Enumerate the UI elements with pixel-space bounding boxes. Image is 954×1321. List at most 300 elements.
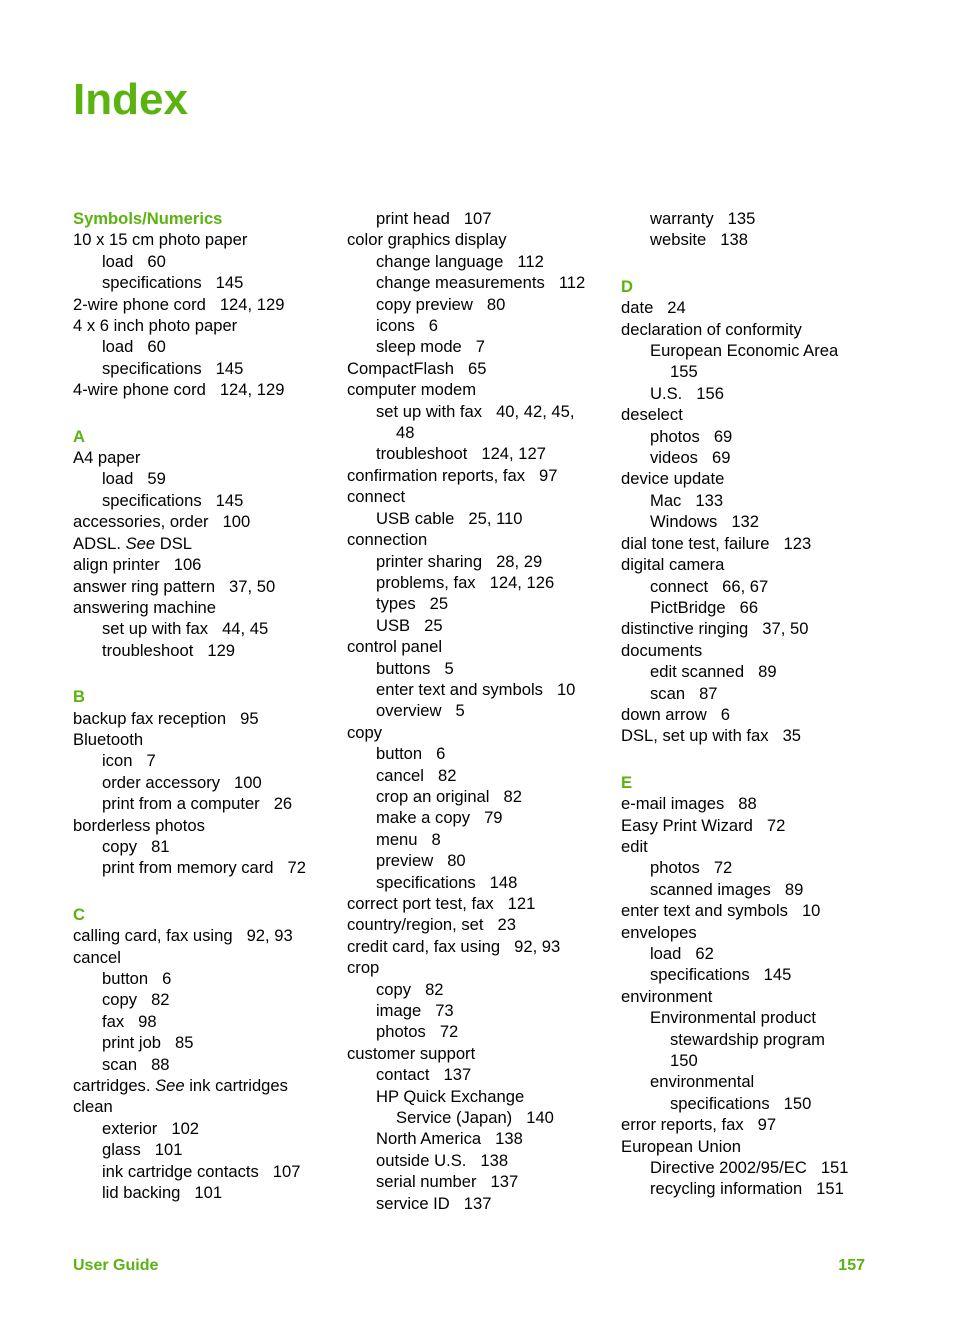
entry-page-numbers: 137: [463, 1193, 492, 1213]
index-entry: [621, 533, 886, 554]
entry-page-numbers: 35: [782, 726, 802, 746]
entry-term: enter text and symbols: [621, 901, 788, 921]
index-subentry: [621, 576, 886, 597]
index-subentry: [621, 943, 886, 964]
entry-term: icons: [376, 316, 415, 336]
entry-term: enter text and symbols: [376, 679, 543, 699]
index-subentry: [73, 1118, 338, 1139]
entry-term: outside U.S.: [376, 1150, 467, 1170]
index-subentry: [347, 593, 612, 614]
index-subentry: [347, 422, 612, 443]
entry-page-numbers: 60: [147, 251, 166, 271]
index-subentry: [73, 968, 338, 989]
entry-page-numbers: 10: [556, 679, 576, 699]
entry-term: country/region, set: [347, 915, 484, 935]
entry-page-numbers: 101: [154, 1140, 183, 1160]
entry-page-numbers: 28, 29: [496, 551, 543, 571]
entry-page-numbers: 82: [437, 765, 457, 785]
entry-term: clean: [73, 1097, 113, 1117]
entry-page-numbers: 62: [695, 944, 714, 963]
index-entry: [347, 529, 612, 550]
entry-page-numbers: 107: [463, 209, 492, 228]
entry-term: connect: [650, 576, 709, 596]
entry-term: contact: [376, 1065, 430, 1085]
entry-term: cancel: [376, 765, 424, 785]
index-entry: [621, 554, 886, 575]
index-entry: [347, 358, 612, 379]
entry-term: documents: [621, 640, 703, 660]
entry-page-numbers: 72: [439, 1022, 459, 1042]
index-subentry: [347, 336, 612, 357]
entry-term: backup fax reception: [73, 708, 227, 728]
index-section-letter: Symbols/Numerics: [73, 209, 223, 228]
entry-term: ink cartridge contacts: [102, 1161, 259, 1181]
index-entry: [73, 294, 338, 315]
entry-term: CompactFlash: [347, 358, 454, 378]
entry-term: button: [102, 969, 149, 988]
index-subentry: [347, 251, 612, 272]
entry-page-numbers: 25, 110: [468, 508, 523, 528]
index-subentry: [621, 1157, 886, 1178]
index-subentry: [347, 572, 612, 593]
entry-page-numbers: 23: [497, 915, 516, 935]
entry-term: confirmation reports, fax: [347, 465, 525, 485]
index-subentry: [347, 1000, 612, 1021]
entry-term: print from memory card: [102, 858, 274, 878]
entry-term: icon: [102, 751, 133, 771]
entry-page-numbers: 123: [783, 533, 812, 553]
index-entry: [621, 319, 886, 340]
entry-page-numbers: 150: [670, 1051, 698, 1071]
index-subentry: [347, 679, 612, 700]
index-entry: [73, 729, 338, 750]
index-entry: [347, 914, 612, 935]
entry-page-numbers: 140: [526, 1108, 554, 1128]
entry-term: Service (Japan): [396, 1108, 513, 1128]
index-entry: [347, 486, 612, 507]
entry-term: U.S.: [650, 383, 683, 403]
index-subentry: [621, 208, 886, 229]
entry-term: borderless photos: [73, 815, 205, 835]
entry-page-numbers: 145: [215, 358, 244, 378]
entry-term: cartridges.: [73, 1076, 151, 1096]
entry-page-numbers: 132: [731, 512, 760, 532]
entry-page-numbers: 37, 50: [229, 576, 276, 596]
entry-term: set up with fax: [102, 619, 209, 639]
index-subentry: [347, 1193, 612, 1214]
entry-page-numbers: 101: [194, 1183, 223, 1203]
index-entry: [347, 893, 612, 914]
entry-term: warranty: [650, 209, 714, 228]
index-column-1: [73, 208, 338, 1203]
entry-term: print from a computer: [102, 794, 260, 814]
index-subentry: [347, 1064, 612, 1085]
entry-term: photos: [376, 1022, 426, 1042]
index-subentry: [73, 640, 338, 661]
entry-term: device update: [621, 469, 725, 489]
index-subentry: [621, 1093, 886, 1114]
index-subentry: [347, 208, 612, 229]
entry-page-numbers: 150: [783, 1093, 812, 1113]
index-entry: [347, 936, 612, 957]
entry-term: copy preview: [376, 294, 473, 314]
index-subentry: [347, 979, 612, 1000]
entry-page-numbers: 26: [273, 794, 293, 814]
entry-page-numbers: 129: [207, 640, 236, 660]
index-entry: [73, 947, 338, 968]
entry-page-numbers: 156: [696, 383, 724, 403]
entry-page-numbers: 133: [695, 490, 724, 510]
index-subentry: [73, 772, 338, 793]
index-section-letter: A: [73, 426, 85, 446]
entry-page-numbers: 6: [428, 316, 438, 336]
entry-term: preview: [376, 851, 434, 871]
index-subentry: [347, 272, 612, 293]
entry-term: order accessory: [102, 772, 221, 792]
entry-term: connection: [347, 530, 428, 550]
entry-term: website: [650, 230, 707, 250]
entry-term: correct port test, fax: [347, 894, 494, 913]
entry-page-numbers: 69: [711, 448, 731, 468]
entry-page-numbers: 138: [495, 1129, 523, 1149]
entry-page-numbers: 82: [425, 979, 444, 999]
index-subentry: [347, 850, 612, 871]
entry-term: copy: [102, 990, 138, 1010]
entry-term: A4 paper: [73, 448, 141, 468]
entry-term: envelopes: [621, 922, 697, 942]
entry-page-numbers: 82: [503, 786, 522, 806]
entry-term: buttons: [376, 658, 431, 678]
index-entry: [73, 708, 338, 729]
entry-term: digital camera: [621, 555, 725, 575]
entry-page-numbers: 5: [455, 701, 465, 721]
entry-page-numbers: 7: [475, 337, 486, 357]
entry-page-numbers: 102: [171, 1118, 200, 1138]
entry-term: problems, fax: [376, 572, 476, 592]
entry-term: Mac: [650, 490, 682, 510]
entry-term: Easy Print Wizard: [621, 815, 753, 835]
entry-term: exterior: [102, 1118, 158, 1138]
index-subentry: [73, 618, 338, 639]
entry-term: types: [376, 594, 416, 614]
index-subentry: [621, 683, 886, 704]
index-entry: [73, 315, 338, 336]
entry-page-numbers: 66: [739, 597, 759, 617]
entry-term: specifications: [102, 358, 202, 378]
entry-term: sleep mode: [376, 337, 462, 357]
entry-term: edit scanned: [650, 662, 745, 682]
index-column-2: [347, 208, 612, 1214]
index-column-3: [621, 208, 886, 1200]
entry-page-numbers: 112: [517, 251, 544, 271]
entry-page-numbers: 92, 93: [514, 936, 561, 956]
entry-term: scanned images: [650, 879, 771, 899]
entry-term: 10 x 15 cm photo paper: [73, 230, 248, 250]
index-section-letter: D: [621, 276, 633, 296]
index-subentry: [621, 1029, 886, 1050]
entry-page-numbers: 151: [816, 1179, 844, 1199]
index-subentry: [347, 743, 612, 764]
index-entry: [621, 922, 886, 943]
entry-page-numbers: 138: [720, 230, 748, 250]
entry-page-numbers: 7: [146, 751, 156, 771]
entry-term: accessories, order: [73, 512, 209, 532]
entry-page-numbers: 8: [431, 829, 441, 849]
entry-page-numbers: 98: [138, 1011, 157, 1031]
page-title: Index: [73, 75, 188, 124]
entry-page-numbers: 124, 126: [489, 572, 555, 592]
index-entry: [621, 725, 886, 746]
index-subentry: [347, 401, 612, 422]
entry-term: 2-wire phone cord: [73, 294, 206, 314]
index-entry: [347, 1043, 612, 1064]
entry-term: computer modem: [347, 380, 477, 400]
entry-term: make a copy: [376, 808, 471, 828]
see-target: ink cartridges: [189, 1076, 288, 1096]
index-subentry: [73, 1032, 338, 1053]
index-entry: [73, 815, 338, 836]
entry-term: crop an original: [376, 786, 490, 806]
entry-page-numbers: 40, 42, 45,: [496, 401, 575, 421]
entry-page-numbers: 10: [801, 901, 821, 921]
index-subentry: [621, 426, 886, 447]
index-entry: [621, 297, 886, 318]
entry-term: environmental: [650, 1072, 755, 1092]
entry-term: Directive 2002/95/EC: [650, 1158, 807, 1178]
entry-term: service ID: [376, 1193, 450, 1213]
entry-page-numbers: 97: [539, 465, 558, 485]
index-entry: [621, 1114, 886, 1135]
entry-term: European Union: [621, 1136, 741, 1156]
entry-term: specifications: [102, 273, 202, 293]
entry-page-numbers: 81: [151, 836, 170, 856]
index-subentry: [621, 597, 886, 618]
index-subentry: [347, 1021, 612, 1042]
entry-page-numbers: 95: [240, 708, 259, 728]
index-entry: [73, 533, 338, 554]
index-subentry: [73, 468, 338, 489]
entry-term: crop: [347, 958, 380, 978]
entry-term: USB: [376, 615, 411, 635]
entry-term: print job: [102, 1033, 162, 1053]
entry-page-numbers: 72: [766, 815, 786, 835]
entry-page-numbers: 137: [490, 1172, 519, 1192]
entry-term: declaration of conformity: [621, 319, 802, 339]
entry-page-numbers: 60: [147, 337, 166, 357]
entry-term: recycling information: [650, 1179, 803, 1199]
entry-page-numbers: 100: [234, 772, 262, 792]
entry-term: change measurements: [376, 273, 545, 293]
index-subentry: [73, 1054, 338, 1075]
entry-page-numbers: 25: [429, 594, 449, 614]
index-entry: [621, 815, 886, 836]
entry-page-numbers: 124, 129: [219, 380, 285, 400]
entry-page-numbers: 106: [173, 555, 202, 575]
index-subentry: [347, 1086, 612, 1107]
entry-page-numbers: 6: [436, 744, 446, 764]
entry-term: deselect: [621, 405, 683, 425]
entry-term: calling card, fax using: [73, 926, 233, 946]
index-subentry: [73, 1182, 338, 1203]
index-section-letter: B: [73, 687, 85, 707]
entry-term: videos: [650, 448, 698, 468]
entry-term: load: [102, 251, 134, 271]
entry-page-numbers: 72: [287, 858, 306, 878]
entry-term: fax: [102, 1011, 125, 1031]
entry-term: button: [376, 744, 423, 764]
index-subentry: [73, 336, 338, 357]
entry-term: connect: [347, 487, 406, 507]
index-entry: [621, 404, 886, 425]
index-entry: [73, 379, 338, 400]
entry-term: scan: [650, 683, 686, 703]
entry-term: set up with fax: [376, 401, 483, 421]
index-entry: [347, 465, 612, 486]
index-subentry: [347, 1171, 612, 1192]
entry-term: copy: [102, 836, 138, 856]
index-subentry: [621, 964, 886, 985]
see-target: DSL: [159, 533, 193, 553]
index-subentry: [73, 836, 338, 857]
index-subentry: [347, 1128, 612, 1149]
entry-term: USB cable: [376, 508, 455, 528]
index-subentry: [621, 1178, 886, 1199]
entry-term: European Economic Area: [650, 341, 839, 361]
entry-term: customer support: [347, 1043, 476, 1063]
index-subentry: [347, 443, 612, 464]
index-subentry: [621, 661, 886, 682]
entry-term: 4 x 6 inch photo paper: [73, 316, 238, 336]
index-entry: [621, 986, 886, 1007]
index-subentry: [347, 294, 612, 315]
index-subentry: [347, 1150, 612, 1171]
entry-term: answer ring pattern: [73, 576, 216, 596]
entry-page-numbers: 80: [447, 851, 466, 871]
entry-term: printer sharing: [376, 551, 483, 571]
index-subentry: [73, 272, 338, 293]
index-entry: [621, 1136, 886, 1157]
index-entry: [73, 576, 338, 597]
index-subentry: [73, 857, 338, 878]
entry-page-numbers: 97: [757, 1115, 777, 1135]
entry-term: credit card, fax using: [347, 936, 501, 956]
index-subentry: [621, 1071, 886, 1092]
index-subentry: [621, 361, 886, 382]
entry-term: control panel: [347, 637, 443, 657]
index-entry: [621, 618, 886, 639]
index-subentry: [621, 229, 886, 250]
entry-term: Bluetooth: [73, 729, 144, 749]
index-entry: [347, 636, 612, 657]
entry-page-numbers: 5: [444, 658, 454, 678]
entry-page-numbers: 79: [484, 808, 503, 828]
entry-term: load: [650, 944, 682, 963]
index-entry: [347, 722, 612, 743]
entry-term: copy: [376, 979, 412, 999]
entry-page-numbers: 87: [699, 683, 718, 703]
index-entry: [621, 900, 886, 921]
index-subentry: [73, 358, 338, 379]
entry-page-numbers: 138: [480, 1150, 509, 1170]
entry-term: specifications: [102, 490, 202, 510]
entry-page-numbers: 85: [175, 1033, 194, 1053]
entry-page-numbers: 145: [215, 490, 244, 510]
entry-page-numbers: 107: [272, 1161, 301, 1181]
entry-page-numbers: 151: [820, 1158, 849, 1178]
entry-page-numbers: 37, 50: [762, 619, 809, 639]
entry-term: overview: [376, 701, 442, 721]
entry-page-numbers: 112: [558, 273, 586, 293]
index-subentry: [73, 1011, 338, 1032]
index-subentry: [73, 989, 338, 1010]
entry-page-numbers: 73: [435, 1001, 454, 1021]
index-subentry: [621, 447, 886, 468]
index-subentry: [621, 383, 886, 404]
entry-term: 4-wire phone cord: [73, 380, 206, 400]
entry-page-numbers: 145: [763, 965, 792, 985]
index-entry: [347, 379, 612, 400]
index-entry: [621, 793, 886, 814]
index-subentry: [347, 615, 612, 636]
index-subentry: [347, 872, 612, 893]
entry-page-numbers: 148: [489, 872, 518, 892]
entry-page-numbers: 88: [738, 794, 757, 814]
index-subentry: [621, 340, 886, 361]
index-subentry: [73, 1139, 338, 1160]
entry-term: copy: [347, 722, 383, 742]
index-subentry: [621, 490, 886, 511]
index-entry: [621, 640, 886, 661]
entry-term: Windows: [650, 512, 718, 532]
entry-term: DSL, set up with fax: [621, 726, 769, 746]
entry-term: environment: [621, 986, 713, 1006]
entry-term: Environmental product: [650, 1008, 817, 1028]
entry-term: photos: [650, 858, 700, 878]
entry-page-numbers: 100: [222, 512, 251, 532]
index-subentry: [73, 750, 338, 771]
entry-page-numbers: 155: [670, 362, 698, 382]
entry-term: e-mail images: [621, 794, 725, 814]
index-entry: [73, 554, 338, 575]
entry-term: scan: [102, 1054, 138, 1074]
entry-term: specifications: [650, 965, 750, 985]
entry-page-numbers: 6: [162, 969, 172, 988]
entry-page-numbers: 25: [424, 615, 443, 635]
entry-term: troubleshoot: [102, 640, 194, 660]
entry-term: print head: [376, 209, 450, 228]
index-section-letter: E: [621, 772, 633, 792]
entry-page-numbers: 121: [507, 894, 536, 913]
entry-term: color graphics display: [347, 230, 507, 250]
index-section-letter: C: [73, 904, 85, 924]
entry-page-numbers: 88: [151, 1054, 170, 1074]
index-subentry: [347, 765, 612, 786]
entry-term: error reports, fax: [621, 1115, 744, 1135]
index-entry: [73, 1096, 338, 1117]
entry-page-numbers: 24: [667, 298, 686, 318]
entry-term: ADSL.: [73, 533, 121, 553]
index-subentry: [347, 551, 612, 572]
index-subentry: [347, 829, 612, 850]
entry-term: specifications: [376, 872, 476, 892]
index-subentry: [621, 879, 886, 900]
index-entry: [347, 229, 612, 250]
entry-page-numbers: 6: [720, 704, 731, 724]
entry-page-numbers: 48: [396, 423, 415, 443]
entry-page-numbers: 69: [713, 426, 733, 446]
entry-term: edit: [621, 836, 648, 856]
entry-term: answering machine: [73, 597, 216, 617]
